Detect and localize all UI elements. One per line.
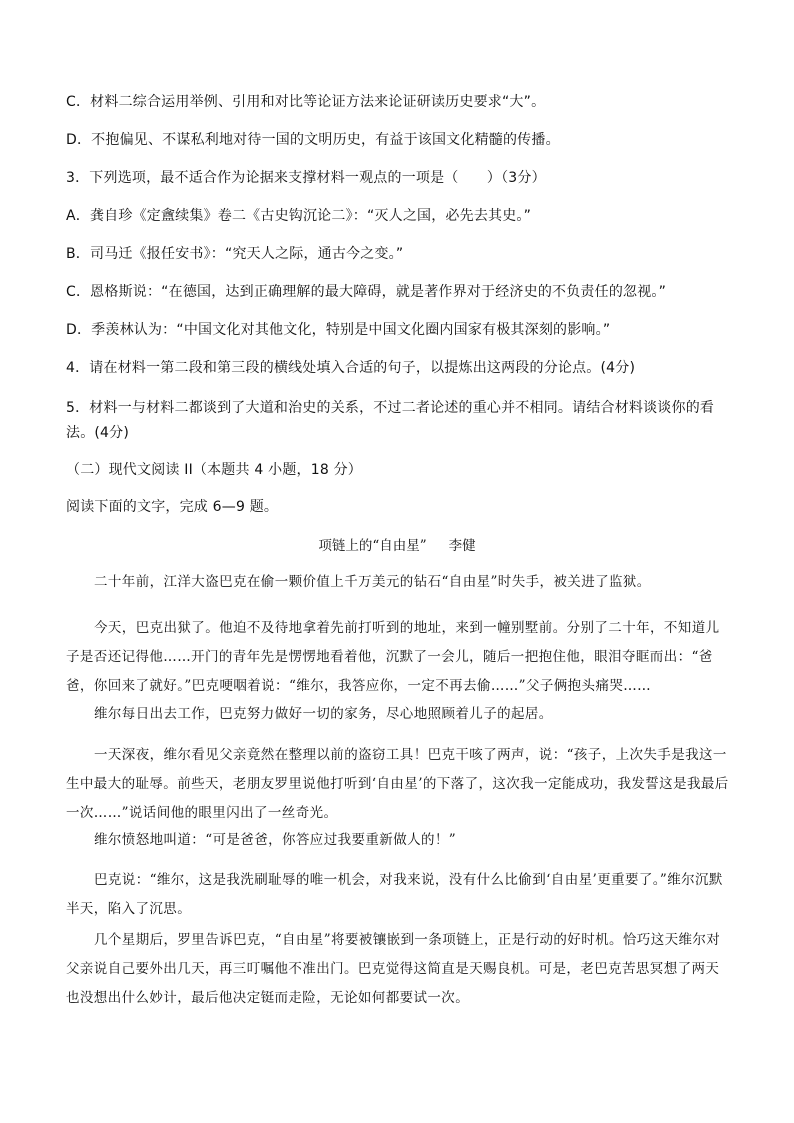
story-paragraph-1: 二十年前，江洋大盗巴克在偷一颗价值上千万美元的钻石“自由星”时失手，被关进了监狱。 (94, 574, 651, 590)
story-title-line (0, 536, 794, 556)
question-3-option-a: A．龚自珍《定盦续集》卷二《古史钩沉论二》：“灭人之国，必先去其史。” (66, 208, 532, 224)
story-paragraph-5: 维尔愤怒地叫道：“可是爸爸，你答应过我要重新做人的！” (94, 832, 457, 848)
story-paragraph-2: 今天，巴克出狱了。他迫不及待地拿着先前打听到的地址，来到一幢别墅前。分别了二十年，不知道儿子是否还记得他……开门的青年先是愣愣地看着他，沉默了一会儿，随后一把抱住他，眼泪夺眶而出：“爸爸，你回来了就好。”巴克哽咽着说：“维尔，我答应你，一定不再去偷……”父子俩抱头痛哭…… (66, 620, 720, 694)
story-paragraph-6: 巴克说：“维尔，这是我洗刷耻辱的唯一机会，对我来说，没有什么比偷到‘自由星’更重要了。”维尔沉默半天，陷入了沉思。 (66, 872, 723, 917)
reading-instruction: 阅读下面的文字，完成 6—9 题。 (66, 499, 279, 515)
option-d-line: D．不抱偏见、不谋私利地对待一国的文明历史，有益于该国文化精髓的传播。 (66, 132, 560, 148)
question-3: 3．下列选项，最不适合作为论据来支撑材料一观点的一项是（ ）（3分） (66, 170, 546, 186)
question-5: 5．材料一与材料二都谈到了大道和治史的关系，不过二者论述的重心并不相同。请结合材料谈谈你的看法。(4分) (66, 400, 715, 441)
question-4: 4．请在材料一第二段和第三段的横线处填入合适的句子，以提炼出这两段的分论点。(4分) (66, 360, 636, 376)
question-3-option-c: C．恩格斯说：“在德国，达到正确理解的最大障碍，就是著作界对于经济史的不负责任的忽视。” (66, 284, 667, 300)
story-title: 项链上的“自由星” (318, 538, 427, 554)
section-heading: （二）现代文阅读 II（本题共 4 小题，18 分） (66, 462, 362, 478)
story-paragraph-4: 一天深夜，维尔看见父亲竟然在整理以前的盗窃工具！巴克干咳了两声，说：“孩子，上次失手是我这一生中最大的耻辱。前些天，老朋友罗里说他打听到‘自由星’的下落了，这次我一定能成功，我发誓这是我最后一次……”说话间他的眼里闪出了一丝奇光。 (66, 747, 729, 821)
question-3-option-d: D．季羡林认为：“中国文化对其他文化，特别是中国文化圈内国家有极其深刻的影响。” (66, 322, 611, 338)
option-c-line: C．材料二综合运用举例、引用和对比等论证方法来论证研读历史要求“大”。 (66, 94, 546, 110)
question-3-option-b: B．司马迁《报任安书》：“究天人之际，通古今之变。” (66, 246, 404, 262)
story-author: 李健 (448, 538, 476, 554)
story-paragraph-7: 几个星期后，罗里告诉巴克，“自由星”将要被镶嵌到一条项链上，正是行动的好时机。恰巧这天维尔对父亲说自己要外出几天，再三叮嘱他不准出门。巴克觉得这简直是天赐良机。可是，老巴克苦思冥想了两天也没想出什么妙计，最后他决定铤而走险，无论如何都要试一次。 (66, 932, 721, 1006)
story-paragraph-3: 维尔每日出去工作，巴克努力做好一切的家务，尽心地照顾着儿子的起居。 (94, 706, 553, 722)
